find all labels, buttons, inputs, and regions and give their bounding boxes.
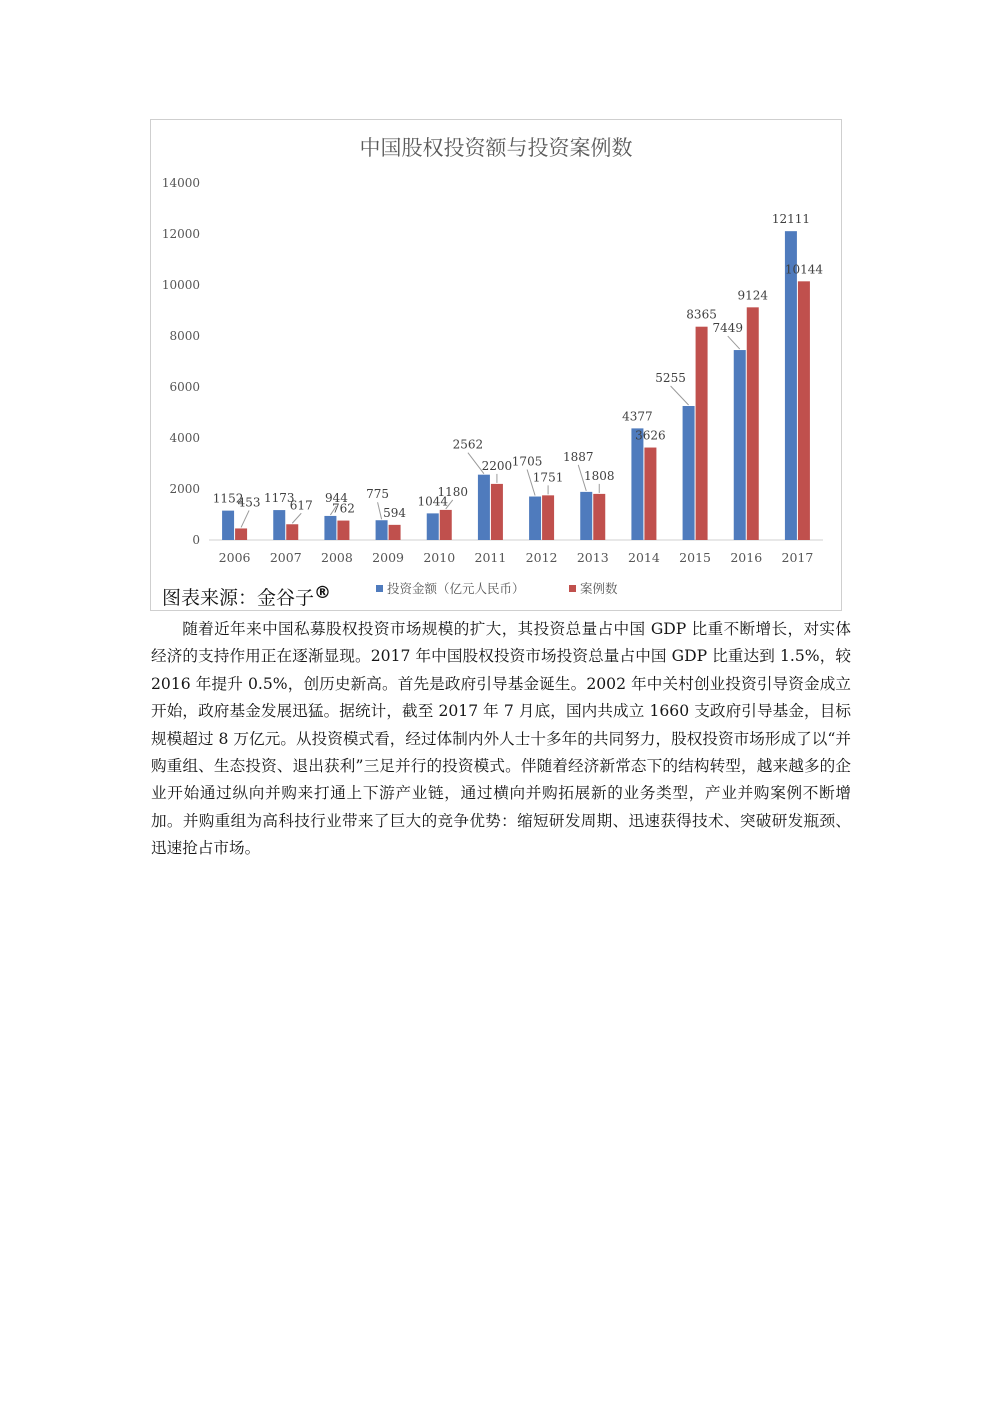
data-label: 8365 bbox=[686, 307, 717, 322]
bar-cases bbox=[696, 327, 708, 540]
data-label-leader bbox=[241, 510, 249, 527]
y-tick-label: 14000 bbox=[161, 176, 200, 190]
bar-cases bbox=[337, 521, 349, 540]
data-label: 1808 bbox=[583, 468, 615, 483]
data-label: 3626 bbox=[635, 428, 666, 443]
data-label: 1152 bbox=[212, 491, 244, 506]
bar-investment bbox=[427, 513, 439, 540]
x-tick-label: 2009 bbox=[372, 550, 404, 565]
registered-mark: ® bbox=[314, 583, 332, 603]
data-label: 1751 bbox=[532, 470, 564, 485]
y-tick-label: 8000 bbox=[169, 329, 200, 343]
bar-investment bbox=[478, 475, 490, 540]
y-tick-label: 10000 bbox=[161, 278, 200, 292]
data-label: 2200 bbox=[481, 458, 513, 473]
chart-source bbox=[162, 583, 331, 610]
legend-label: 投资金额（亿元人民币） bbox=[387, 581, 525, 596]
bar-investment bbox=[785, 231, 797, 540]
data-label: 762 bbox=[331, 501, 355, 516]
x-tick-label: 2012 bbox=[525, 550, 558, 565]
bar-cases bbox=[798, 281, 810, 540]
bar-chart bbox=[151, 120, 841, 610]
bar-investment bbox=[683, 406, 695, 540]
data-label: 1887 bbox=[562, 449, 594, 464]
bar-investment bbox=[222, 511, 234, 540]
data-label: 4377 bbox=[622, 409, 653, 424]
bar-cases bbox=[440, 510, 452, 540]
bar-investment bbox=[273, 510, 285, 540]
data-label-leader bbox=[378, 502, 382, 519]
bar-cases bbox=[286, 524, 298, 540]
data-label: 10144 bbox=[784, 262, 824, 277]
data-label: 617 bbox=[289, 498, 313, 513]
data-label: 7449 bbox=[712, 321, 744, 336]
y-tick-label: 6000 bbox=[169, 380, 200, 394]
data-label: 12111 bbox=[771, 212, 811, 227]
y-tick-label: 4000 bbox=[169, 431, 200, 445]
data-label: 1705 bbox=[511, 454, 543, 469]
data-label: 1180 bbox=[437, 484, 469, 499]
x-tick-label: 2010 bbox=[423, 550, 456, 565]
data-label-leader bbox=[671, 386, 689, 405]
bar-cases bbox=[491, 484, 503, 540]
bar-cases bbox=[389, 525, 401, 540]
x-tick-label: 2015 bbox=[679, 550, 711, 565]
data-label: 9124 bbox=[737, 288, 769, 303]
y-tick-label: 2000 bbox=[169, 482, 200, 496]
x-tick-label: 2007 bbox=[269, 550, 302, 565]
bar-cases bbox=[235, 528, 247, 540]
data-label: 5255 bbox=[655, 370, 686, 385]
x-tick-label: 2013 bbox=[576, 550, 609, 565]
article-paragraph: 随着近年来中国私募股权投资市场规模的扩大，其投资总量占中国 GDP 比重不断增长，对实体经济的支持作用正在逐渐显现。2017 年中国股权投资市场投资总量占中国 GDP 比重达到 1.5%，较 2016 年提升 0.5%，创历史新高。首先是政府引导基金诞生。2002 年中关村创业投资引导资金成立开始，政府基金发展迅猛。据统计，截至 2017 年 7 月底，国内共成立 1660 支政府引导基金，目标规模超过 8 万亿元。从投资模式看，经过体制内外人士十多年的共同努力，股权投资市场形成了以“并购重组、生态投资、退出获利”三足并行的投资模式。伴随着经济新常态下的结构转型，越来越多的企业开始通过纵向并购来打通上下游产业链，通过横向并购拓展新的业务类型，产业并购案例不断增加。并购重组为高科技行业带来了巨大的竞争优势：缩短研发周期、迅速获得技术、突破研发瓶颈、迅速抢占市场。 bbox=[151, 620, 851, 858]
bar-investment bbox=[376, 520, 388, 540]
bar-cases bbox=[542, 495, 554, 540]
data-label-leader bbox=[728, 336, 740, 349]
bar-investment bbox=[734, 350, 746, 540]
data-label: 1044 bbox=[417, 494, 449, 509]
source-label: 图表来源：金谷子 bbox=[162, 587, 315, 609]
data-label: 453 bbox=[237, 495, 261, 510]
data-label: 775 bbox=[366, 487, 390, 502]
chart-figure bbox=[150, 119, 842, 611]
bar-cases bbox=[644, 448, 656, 540]
y-tick-label: 12000 bbox=[161, 227, 200, 241]
bar-investment bbox=[631, 428, 643, 540]
x-tick-label: 2016 bbox=[730, 550, 763, 565]
bar-investment bbox=[580, 492, 592, 540]
data-label-leader bbox=[292, 513, 301, 523]
legend-swatch bbox=[569, 585, 576, 592]
x-tick-label: 2011 bbox=[474, 550, 507, 565]
article-body bbox=[151, 616, 851, 863]
bar-cases bbox=[593, 494, 605, 540]
bar-investment bbox=[529, 497, 541, 540]
x-tick-label: 2014 bbox=[628, 550, 660, 565]
chart-title: 中国股权投资额与投资案例数 bbox=[359, 136, 633, 160]
legend-swatch bbox=[376, 585, 383, 592]
bar-investment bbox=[324, 516, 336, 540]
x-tick-label: 2017 bbox=[781, 550, 814, 565]
x-tick-label: 2008 bbox=[321, 550, 353, 565]
legend-label: 案例数 bbox=[580, 581, 618, 596]
x-tick-label: 2006 bbox=[218, 550, 251, 565]
bar-cases bbox=[747, 307, 759, 540]
y-tick-label: 0 bbox=[192, 533, 200, 547]
data-label: 944 bbox=[324, 490, 348, 505]
data-label: 594 bbox=[383, 505, 407, 520]
data-label: 1173 bbox=[263, 491, 295, 506]
data-label: 2562 bbox=[452, 437, 484, 452]
